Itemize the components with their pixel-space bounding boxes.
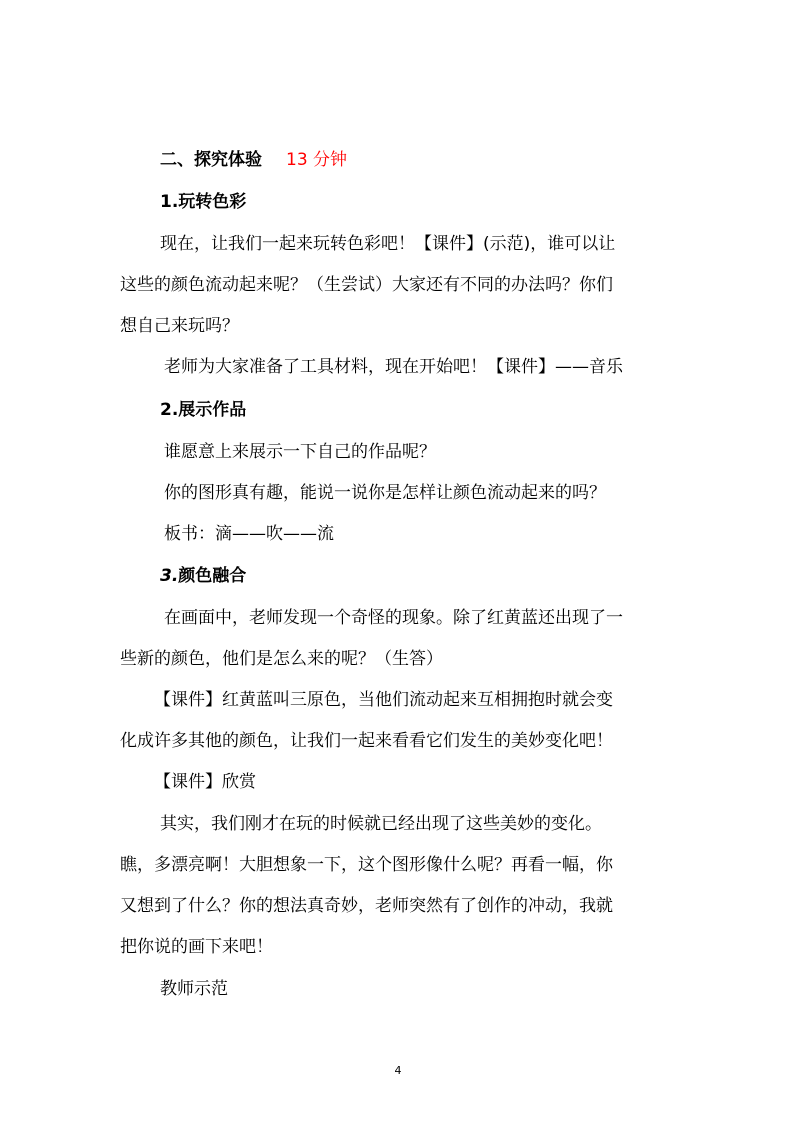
part2-heading: 2.展示作品	[160, 400, 247, 420]
part3-paragraph-line: 【课件】欣赏	[154, 772, 256, 792]
part2-line: 板书：滴——吹——流	[164, 524, 334, 544]
part1-paragraph-line: 这些的颜色流动起来呢？（生尝试）大家还有不同的办法吗？你们	[120, 275, 613, 295]
part3-heading-text: 颜色融合	[178, 566, 247, 586]
part1-paragraph-line: 想自己来玩吗？	[120, 316, 239, 336]
part3-paragraph-line: 化成许多其他的颜色，让我们一起来看看它们发生的美妙变化吧！	[120, 731, 613, 751]
part1-paragraph-line: 老师为大家准备了工具材料，现在开始吧！【课件】——音乐	[164, 357, 623, 377]
part2-line: 谁愿意上来展示一下自己的作品呢？	[164, 442, 436, 462]
page-number: 4	[394, 1064, 402, 1077]
part3-heading	[160, 564, 246, 588]
section-duration: 13 分钟	[286, 150, 348, 170]
part3-paragraph-line: 教师示范	[160, 979, 228, 999]
part3-paragraph-line: 在画面中，老师发现一个奇怪的现象。除了红黄蓝还出现了一	[164, 608, 623, 628]
part3-paragraph-line: 【课件】红黄蓝叫三原色，当他们流动起来互相拥抱时就会变	[154, 690, 613, 710]
section-heading	[160, 148, 347, 172]
part3-paragraph-line: 瞧，多漂亮啊！大胆想象一下，这个图形像什么呢？再看一幅，你	[120, 855, 613, 875]
section-title: 二、探究体验	[160, 150, 262, 170]
part1-heading: 1.玩转色彩	[160, 192, 247, 212]
part1-paragraph-line: 现在，让我们一起来玩转色彩吧！【课件】(示范)，谁可以让	[160, 234, 616, 254]
part3-paragraph-line: 把你说的画下来吧！	[120, 937, 273, 957]
part3-paragraph-line: 些新的颜色，他们是怎么来的呢？（生答）	[120, 649, 443, 669]
part3-paragraph-line: 其实，我们刚才在玩的时候就已经出现了这些美妙的变化。	[160, 814, 602, 834]
part2-line: 你的图形真有趣，能说一说你是怎样让颜色流动起来的吗？	[164, 483, 606, 503]
part3-paragraph-line: 又想到了什么？你的想法真奇妙，老师突然有了创作的冲动，我就	[120, 896, 613, 916]
part3-heading-number: 3.	[160, 566, 179, 586]
